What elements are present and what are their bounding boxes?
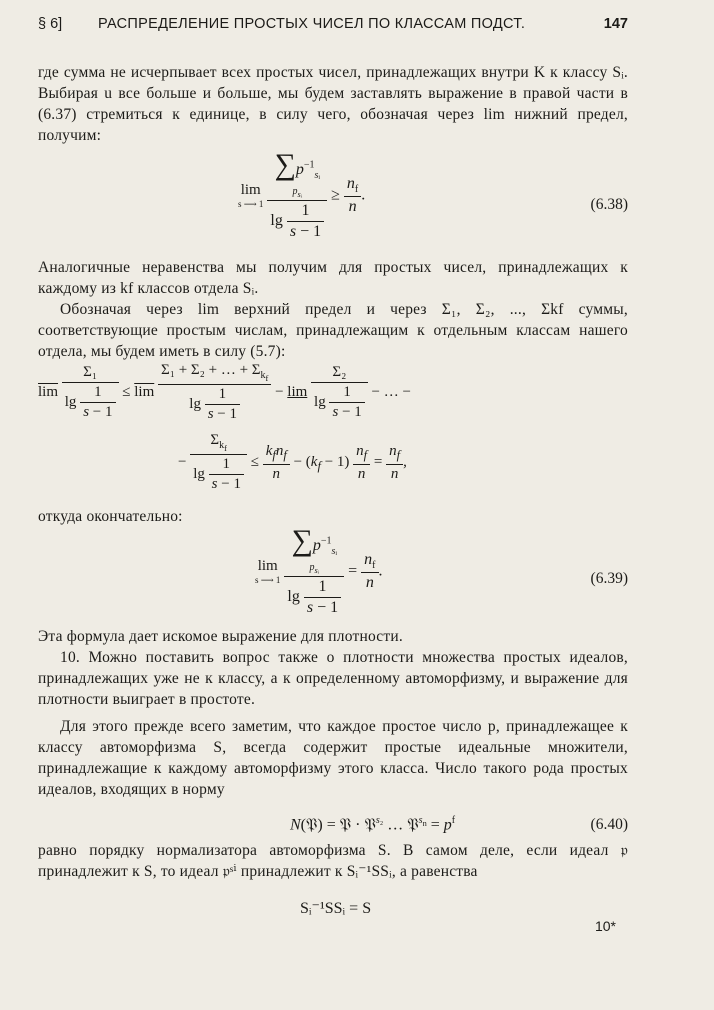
paragraph-1: где сумма не исчерпывает всех простых чисел, принадлежащих внутри K к классу Sᵢ. Выбирая u все больше и больше, мы будем заставлять выражение в правой части в (6.37) стремиться к единице, в силу чего, обозначая через lim нижний предел, получим: xyxy=(38,64,628,144)
formula-6-39: lim s ⟶ 1 $\sum p^{-1}_{sᵢ}$ $p_{sᵢ}$ lg $\frac{1}{s - 1}$ = $\frac{n_f}{n}$ . xyxy=(255,524,383,617)
paragraph-3: Обозначая через lim верхний предел и через Σ₁, Σ₂, ..., Σkf суммы, соответствующие простым числам, принадлежащим к отдельным классам нашего отдела, мы будем иметь в силу (5.7): xyxy=(38,301,628,360)
paragraph-7: Для этого прежде всего заметим, что каждое простое число p, принадлежащее к классу автоморфизма S, всегда содержит простые идеальные множители, принадлежащие к каждому автоморфизму этого класса. Число такого рода простых идеалов, входящих в норму xyxy=(38,718,628,798)
equation-label-6-38: (6.38) xyxy=(590,196,628,213)
running-title: РАСПРЕДЕЛЕНИЕ ПРОСТЫХ ЧИСЕЛ ПО КЛАССАМ ПОДСТ. xyxy=(98,16,526,32)
running-header xyxy=(38,16,628,36)
formula-inequality-line-1: $\overline{lim}$ Σ₁ lg $\frac{1}{s - 1}$ ≤ $\overline{lim}$ Σ₁ + Σ₂ + … + $\Sigma_{k_f}$ lg $\frac{1}{s - 1}$ − lim Σ₂ lg $\frac{1}{s - 1}$ − … − xyxy=(38,362,411,422)
equation-label-6-40: (6.40) xyxy=(590,816,628,833)
formula-conjugation: Sᵢ⁻¹SSᵢ = S xyxy=(300,900,372,917)
paragraph-6: 10. Можно поставить вопрос также о плотности множества простых идеалов, принадлежащих уже не к классу, а к определенному автоморфизму, и выражение для плотности выиграет в простоте. xyxy=(38,649,628,708)
formula-6-40: N(𝔓) = 𝔓 · 𝔓$^{s_2}$ … 𝔓$^{s_n}$ = $p^f$ xyxy=(290,815,456,834)
formula-6-38: lim s ⟶ 1 $\sum p^{-1}_{sᵢ}$ $p_{sᵢ}$ lg $\frac{1}{s - 1}$ ≥ $\frac{n_f}{n}$ . xyxy=(238,148,366,241)
signature-mark: 10* xyxy=(594,918,616,934)
paragraph-5: Эта формула дает искомое выражение для плотности. xyxy=(38,628,403,645)
paragraph-2: Аналогичные неравенства мы получим для простых чисел, принадлежащих к каждому из kf классов отдела Sᵢ. xyxy=(38,259,628,297)
paragraph-4: откуда окончательно: xyxy=(38,508,183,525)
section-number: § 6] xyxy=(38,16,63,32)
formula-inequality-line-2: − $\Sigma_{k_f}$ lg $\frac{1}{s - 1}$ ≤ $\frac{k_fn_f}{n}$ − $(k_f - 1)$ $\frac{n_f}{n}$ = $\frac{n_f}{n}$ , xyxy=(178,432,407,492)
page-number: 147 xyxy=(603,16,628,32)
paragraph-8: равно порядку нормализатора автоморфизма S. В самом деле, если идеал 𝔭 принадлежит к S, то идеал 𝔭ˢⁱ принадлежит к Sᵢ⁻¹SSᵢ, а равенства xyxy=(38,842,628,880)
equation-label-6-39: (6.39) xyxy=(590,570,628,587)
